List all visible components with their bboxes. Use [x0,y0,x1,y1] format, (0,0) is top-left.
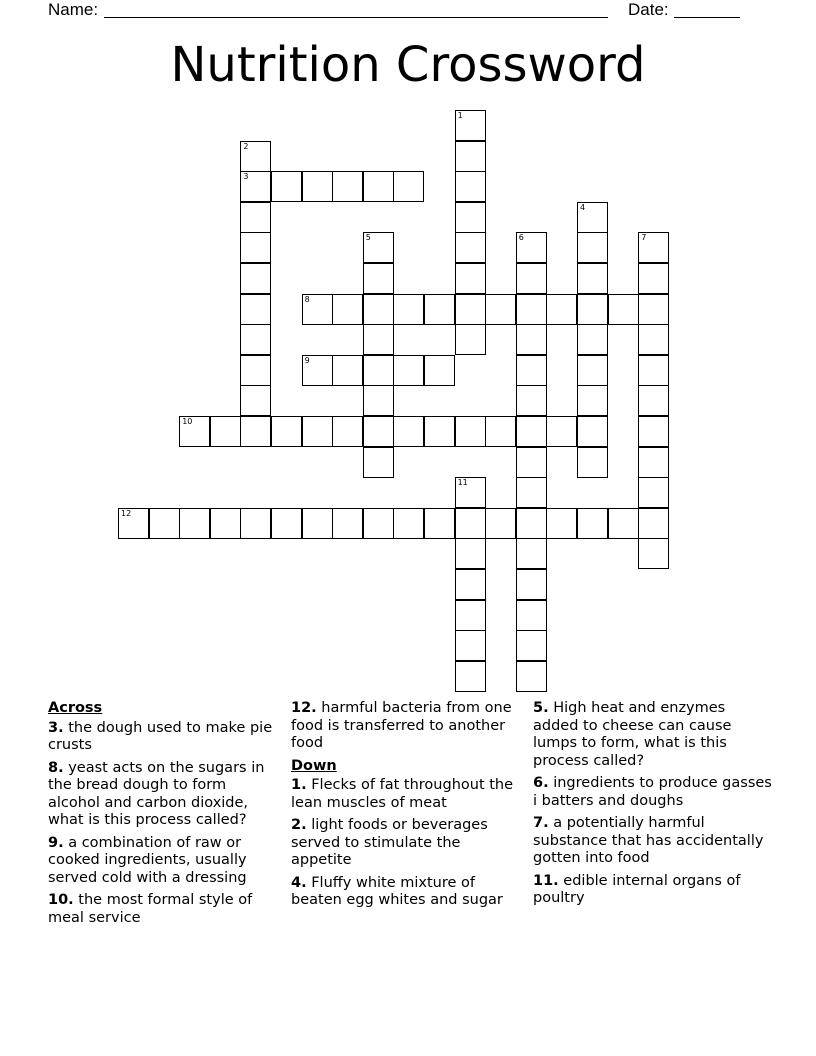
grid-cell[interactable] [363,324,394,355]
clue-number: 6 [518,233,524,243]
grid-cell[interactable] [302,416,333,447]
clue-number-label: 6. [533,775,549,791]
grid-cell[interactable] [455,141,486,172]
clue-number: 8 [304,294,310,304]
clue-number-label: 9. [48,834,64,851]
clue-item [291,817,523,870]
grid-cell[interactable] [638,477,669,508]
grid-cell[interactable] [455,477,486,508]
grid-cell[interactable] [363,508,394,539]
name-label: Name: [48,0,99,19]
grid-cell[interactable] [638,447,669,478]
grid-cell[interactable] [240,324,271,355]
grid-cell[interactable] [302,508,333,539]
grid-cell[interactable] [332,416,363,447]
grid-cell[interactable] [638,263,669,294]
grid-cell[interactable] [638,294,669,325]
grid-cell[interactable] [546,416,577,447]
grid-cell[interactable] [577,202,608,233]
grid-cell[interactable] [363,171,394,202]
grid-cell[interactable] [455,294,486,325]
grid-cell[interactable] [577,294,608,325]
clue-text: the dough used to make pie crusts [48,719,273,753]
grid-cell[interactable] [546,508,577,539]
grid-cell[interactable] [577,447,608,478]
clue-text: light foods or beverages served to stimulate the appetite [291,817,488,868]
grid-cell[interactable] [516,569,547,600]
clue-number-label: 7. [533,815,549,831]
clues-column-1 [48,700,280,932]
clues-column-3 [533,700,773,913]
clue-item [533,815,773,868]
clue-item [533,775,773,810]
clue-text: harmful bacteria from one food is transferred to another food [291,700,512,751]
grid-cell[interactable] [393,355,424,386]
clue-number: 9 [304,355,310,365]
clue-text: High heat and enzymes added to cheese can cause lumps to form, what is this process called? [533,700,732,769]
clue-item [48,835,280,888]
grid-cell[interactable] [118,508,149,539]
clue-number: 3 [243,172,249,182]
clue-item [291,700,523,753]
grid-cell[interactable] [302,355,333,386]
grid-cell[interactable] [638,508,669,539]
grid-cell[interactable] [363,447,394,478]
grid-cell[interactable] [424,508,455,539]
clue-number: 4 [580,202,586,212]
grid-cell[interactable] [455,569,486,600]
clue-number-label: 5. [533,700,549,716]
grid-cell[interactable] [577,416,608,447]
grid-cell[interactable] [455,202,486,233]
grid-cell[interactable] [516,416,547,447]
grid-cell[interactable] [455,600,486,631]
grid-cell[interactable] [516,294,547,325]
grid-cell[interactable] [455,538,486,569]
clue-number: 10 [182,417,193,426]
clue-item [533,700,773,770]
grid-cell[interactable] [240,294,271,325]
grid-cell[interactable] [455,661,486,692]
clue-item [48,720,280,755]
grid-cell[interactable] [608,294,639,325]
grid-cell[interactable] [332,294,363,325]
grid-cell[interactable] [516,263,547,294]
clue-number: 12 [121,508,132,518]
grid-cell[interactable] [393,171,424,202]
grid-cell[interactable] [638,355,669,386]
grid-cell[interactable] [577,355,608,386]
clue-text: yeast acts on the sugars in the bread dough to form alcohol and carbon dioxide, what is this process called? [48,759,265,828]
grid-cell[interactable] [240,141,271,172]
page-title: Nutrition Crossword [170,37,646,93]
grid-cell[interactable] [516,600,547,631]
grid-cell[interactable] [240,232,271,263]
grid-cell[interactable] [240,263,271,294]
grid-cell[interactable] [210,508,241,539]
clue-text: the most formal style of meal service [48,892,253,926]
grid-cell[interactable] [363,355,394,386]
clue-item [291,875,523,910]
grid-cell[interactable] [363,416,394,447]
clue-item [533,873,773,908]
clue-item [48,760,280,830]
grid-cell[interactable] [516,630,547,661]
clue-number-label: 4. [291,874,307,891]
grid-cell[interactable] [332,508,363,539]
clue-number-label: 10. [48,892,74,908]
clue-number-label: 1. [291,777,307,793]
grid-cell[interactable] [485,508,516,539]
grid-cell[interactable] [546,294,577,325]
grid-cell[interactable] [577,263,608,294]
grid-cell[interactable] [577,508,608,539]
grid-cell[interactable] [455,232,486,263]
clue-number-label: 2. [291,817,307,833]
clue-number-label: 8. [48,759,64,776]
grid-cell[interactable] [210,416,241,447]
grid-cell[interactable] [363,385,394,416]
across-heading: Across [48,700,103,716]
clue-item [48,892,280,927]
grid-cell[interactable] [393,508,424,539]
grid-cell[interactable] [179,508,210,539]
grid-cell[interactable] [638,385,669,416]
clues-column-2 [291,700,523,915]
grid-cell[interactable] [455,416,486,447]
grid-cell[interactable] [516,477,547,508]
grid-cell[interactable] [516,385,547,416]
grid-cell[interactable] [332,171,363,202]
grid-cell[interactable] [455,263,486,294]
grid-cell[interactable] [455,324,486,355]
clue-text: edible internal organs of poultry [533,872,741,906]
grid-cell[interactable] [424,355,455,386]
grid-cell[interactable] [240,355,271,386]
grid-cell[interactable] [516,232,547,263]
grid-cell[interactable] [485,294,516,325]
grid-cell[interactable] [271,508,302,539]
clue-item [291,777,523,812]
grid-cell[interactable] [363,232,394,263]
grid-cell[interactable] [608,508,639,539]
grid-cell[interactable] [302,171,333,202]
grid-cell[interactable] [455,171,486,202]
grid-cell[interactable] [638,232,669,263]
grid-cell[interactable] [179,416,210,447]
grid-cell[interactable] [332,355,363,386]
date-label: Date: [628,0,669,19]
clue-text: ingredients to produce gasses i batters and doughs [533,775,772,809]
grid-cell[interactable] [455,110,486,141]
grid-cell[interactable] [393,294,424,325]
grid-cell[interactable] [516,508,547,539]
grid-cell[interactable] [516,538,547,569]
grid-cell[interactable] [271,416,302,447]
grid-cell[interactable] [240,508,271,539]
clue-number-label: 3. [48,719,64,736]
grid-cell[interactable] [240,385,271,416]
grid-cell[interactable] [455,508,486,539]
grid-cell[interactable] [638,538,669,569]
grid-cell[interactable] [393,416,424,447]
clue-text: Fluffy white mixture of beaten egg whites and sugar [291,874,503,908]
grid-cell[interactable] [455,630,486,661]
grid-cell[interactable] [638,416,669,447]
grid-cell[interactable] [577,232,608,263]
clue-number: 11 [457,478,468,488]
grid-cell[interactable] [516,355,547,386]
clue-number-label: 11. [533,872,559,889]
clue-number: 5 [365,233,371,243]
clue-number: 1 [457,111,463,120]
grid-cell[interactable] [363,294,394,325]
grid-cell[interactable] [424,294,455,325]
grid-cell[interactable] [149,508,180,539]
grid-cell[interactable] [516,661,547,692]
clue-number: 7 [641,233,647,243]
grid-cell[interactable] [271,171,302,202]
down-heading: Down [291,757,337,774]
clue-text: Flecks of fat throughout the lean muscles of meat [291,777,514,811]
grid-cell[interactable] [363,263,394,294]
grid-cell[interactable] [485,416,516,447]
grid-cell[interactable] [240,416,271,447]
clue-text: a combination of raw or cooked ingredients, usually served cold with a dressing [48,834,247,886]
grid-cell[interactable] [577,385,608,416]
clue-number: 2 [243,141,249,151]
grid-cell[interactable] [516,447,547,478]
grid-cell[interactable] [577,324,608,355]
grid-cell[interactable] [516,324,547,355]
grid-cell[interactable] [240,171,271,202]
clue-number-label: 12. [291,700,317,716]
clue-text: a potentially harmful substance that has accidentally gotten into food [533,815,764,866]
grid-cell[interactable] [302,294,333,325]
grid-cell[interactable] [240,202,271,233]
grid-cell[interactable] [424,416,455,447]
grid-cell[interactable] [638,324,669,355]
